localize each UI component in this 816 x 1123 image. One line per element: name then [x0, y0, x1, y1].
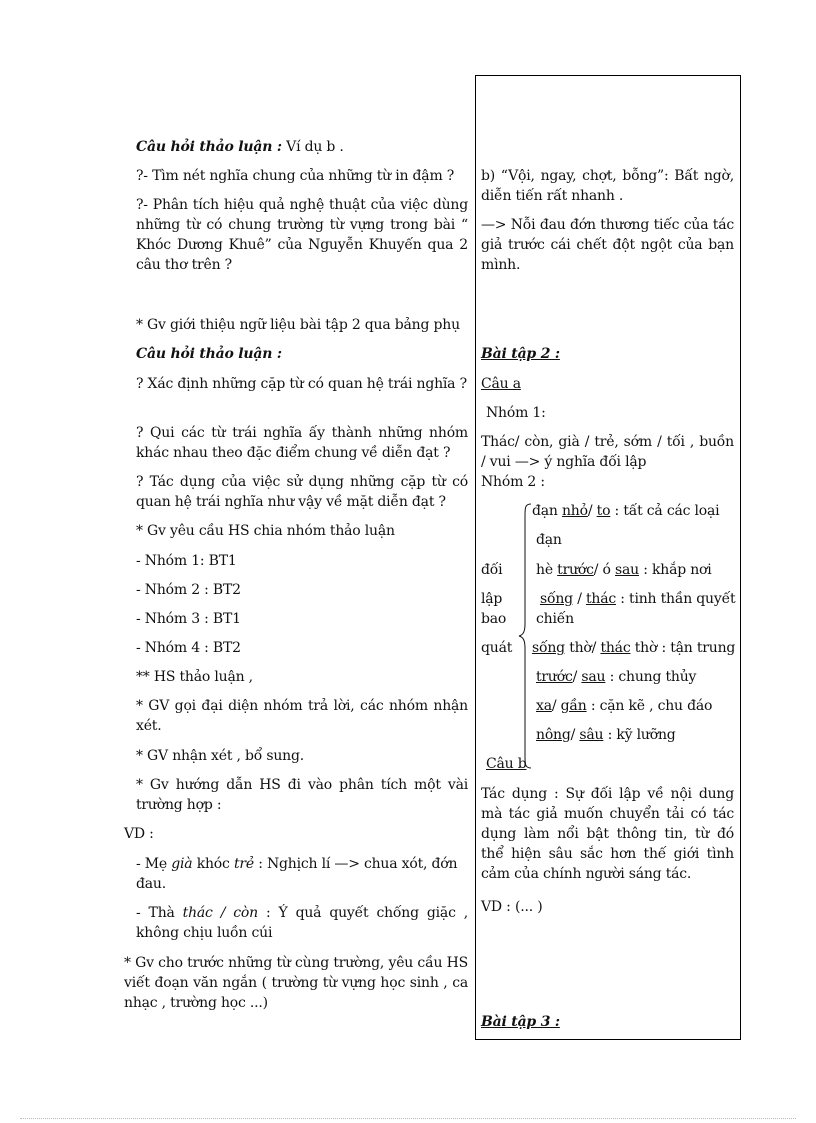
curly-brace-icon — [518, 502, 532, 770]
word-gia: già — [171, 856, 193, 872]
gv-group-instruction: * Gv yêu cầu HS chia nhóm thảo luận — [136, 523, 395, 539]
group-2: - Nhóm 2 : BT2 — [136, 582, 241, 598]
word-thac-con: thác / còn — [182, 905, 258, 921]
question-antonym-effect: ? Tác dụng của việc sử dụng những cặp từ có quan hệ trái nghĩa như vậy về mặt diễn đạt ? — [136, 474, 468, 510]
group-3: - Nhóm 3 : BT1 — [136, 611, 241, 627]
pair-row-6: xa/ gần : cặn kẽ , chu đáo — [536, 698, 713, 714]
right-column-right-border — [740, 75, 741, 1040]
question-antonym-pairs: ? Xác định những cặp từ có quan hệ trái nghĩa ? — [136, 376, 467, 392]
example-placeholder: VD : (... ) — [481, 899, 543, 915]
group-1-text: Thác/ còn, già / trẻ, sớm / tối , buồn / vui —> ý nghĩa đối lập — [481, 434, 734, 470]
part-b-label: Câu b — [486, 756, 527, 772]
example-1: - Mẹ già khóc trẻ : Nghịch lí —> chua xót, đớn đau. — [136, 856, 458, 892]
effect-explanation: Tác dụng : Sự đối lập về nội dung mà tác giả muốn chuyển tải có tác dụng làm nổi bật thông tin, từ đó thể hiện sâu sắc hơn thế giới tình cảm của chính người sáng tác. — [481, 786, 734, 882]
pair-row-4: sống thờ/ thác thờ : tận trung — [532, 640, 736, 656]
example-2: - Thà thác / còn : Ý quả quyết chống giặc , không chịu luồn cúi — [136, 905, 468, 941]
gv-comment: * GV nhận xét , bổ sung. — [136, 748, 305, 764]
pair-row-3: sống / thác : tinh thần quyết — [540, 591, 736, 607]
question-analyze-effect: ?- Phân tích hiệu quả nghệ thuật của việc dùng những từ có chung trường từ vựng trong bài “ Khóc Dương Khuê” của Nguyễn Khuyến qua 2 câu thơ trên ? — [136, 197, 468, 273]
page-footer-line — [20, 1118, 796, 1119]
side-label-doi: đối — [481, 562, 503, 578]
group-4: - Nhóm 4 : BT2 — [136, 640, 241, 656]
pair-row-1-cont: đạn — [536, 532, 562, 548]
pair-row-3-cont: chiến — [536, 611, 574, 627]
exercise-2-title: Bài tập 2 : — [481, 346, 560, 362]
gv-guide-analysis: * Gv hướng dẫn HS đi vào phân tích một vài trường hợp : — [136, 777, 468, 813]
discussion-question-heading-1 — [136, 137, 344, 157]
gv-call-representatives: * GV gọi đại diện nhóm trả lời, các nhóm nhận xét. — [136, 698, 468, 734]
example-label: VD : — [124, 826, 154, 842]
discussion-label: Câu hỏi thảo luận : — [136, 139, 282, 155]
group-2-label: Nhóm 2 : — [481, 474, 545, 490]
side-label-bao: bao — [481, 611, 507, 627]
pair-row-1: đạn nhỏ/ to : tất cả các loại — [532, 503, 720, 519]
discussion-question-heading-2: Câu hỏi thảo luận : — [136, 346, 282, 362]
gv-intro-exercise-2: * Gv giới thiệu ngữ liệu bài tập 2 qua bảng phụ — [136, 317, 460, 333]
pair-row-5: trước/ sau : chung thủy — [536, 669, 697, 685]
group-1: - Nhóm 1: BT1 — [136, 553, 237, 569]
question-find-meaning: ?- Tìm nét nghĩa chung của những từ in đậm ? — [136, 168, 455, 184]
question-group-antonyms: ? Qui các từ trái nghĩa ấy thành những nhóm khác nhau theo đặc điểm chung về diễn đạt ? — [136, 425, 468, 461]
answer-conclusion: —> Nỗi đau đớn thương tiếc của tác giả trước cái chết đột ngột của bạn mình. — [481, 217, 734, 273]
answer-b: b) “Vội, ngay, chợt, bỗng”: Bất ngờ, diễn tiến rất nhanh . — [481, 168, 734, 204]
column-divider — [475, 75, 476, 1040]
word-tre: trẻ — [233, 856, 254, 872]
side-label-quat: quát — [481, 640, 513, 656]
right-column-top-border — [475, 75, 741, 76]
right-column-bottom-border — [475, 1039, 741, 1040]
gv-writing-task: * Gv cho trước những từ cùng trường, yêu cầu HS viết đoạn văn ngắn ( trường từ vựng học sinh , ca nhạc , trường học ...) — [124, 955, 468, 1011]
example-ref: Ví dụ b . — [281, 139, 344, 155]
pair-row-2: hè trước/ ó sau : khắp nơi — [536, 562, 712, 578]
side-label-lap: lập — [481, 591, 503, 607]
exercise-3-title: Bài tập 3 : — [481, 1014, 560, 1030]
pair-row-7: nông/ sâu : kỹ lưỡng — [536, 727, 676, 743]
hs-discuss: ** HS thảo luận , — [136, 669, 253, 685]
part-a-label: Câu a — [481, 376, 521, 392]
group-1-label: Nhóm 1: — [486, 405, 546, 421]
